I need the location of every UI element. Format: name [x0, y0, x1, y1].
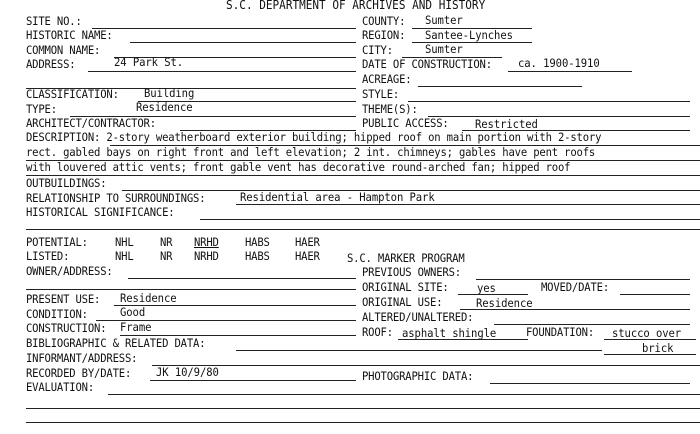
potential-option-nrhd-selected: NRHD: [194, 235, 219, 249]
moved-date-label: MOVED/DATE:: [541, 280, 610, 294]
evaluation-line-3: [26, 422, 700, 423]
description-line-3: with louvered attic vents; front gable vent has decorative round-arched fan; hipped roof: [26, 160, 571, 174]
potential-option-haer: HAER: [295, 235, 320, 249]
significance-label: HISTORICAL SIGNIFICANCE:: [26, 205, 175, 219]
recorded-by-line: [150, 380, 356, 381]
address-label: ADDRESS:: [26, 57, 76, 71]
historic-name-line: [130, 42, 356, 43]
present-use-label: PRESENT USE:: [26, 292, 101, 306]
original-use-value: Residence: [476, 296, 533, 310]
region-label: REGION:: [362, 28, 406, 42]
foundation-line-1: [604, 339, 696, 340]
original-use-label: ORIGINAL USE:: [362, 295, 443, 309]
address-line: [88, 71, 356, 72]
acreage-label: ACREAGE:: [362, 72, 412, 86]
date-construction-line: [508, 71, 632, 72]
address-value: 24 Park St.: [114, 55, 184, 69]
foundation-label: FOUNDATION:: [526, 325, 595, 339]
potential-option-nr: NR: [160, 235, 173, 249]
description-line-1: DESCRIPTION: 2-story weatherboard exterior building; hipped roof on main portion with 2-story: [26, 130, 602, 144]
owner-address-label: OWNER/ADDRESS:: [26, 264, 113, 278]
description-line-2: rect. gabled bays on right front and left elevation; 2 int. chimneys; gables have pent roofs: [26, 145, 596, 159]
owner-address-line: [128, 278, 356, 279]
county-value: Sumter: [425, 13, 463, 27]
date-construction-label: DATE OF CONSTRUCTION:: [362, 57, 492, 71]
roof-label: ROOF:: [362, 325, 393, 339]
original-site-line: [458, 294, 528, 295]
themes-line: [428, 116, 690, 117]
foundation-line-2: [604, 354, 696, 355]
foundation-value-1: stucco over: [612, 326, 682, 340]
listed-label: LISTED:: [26, 249, 70, 263]
city-label: CITY:: [362, 43, 393, 57]
architect-label: ARCHITECT/CONTRACTOR:: [26, 116, 156, 130]
evaluation-line-2: [26, 408, 700, 409]
type-label: TYPE:: [26, 102, 57, 116]
significance-line-2: [26, 229, 700, 230]
roof-line: [398, 339, 528, 340]
classification-label: CLASSIFICATION:: [26, 87, 119, 101]
construction-label: CONSTRUCTION:: [26, 321, 107, 335]
significance-line-1: [200, 219, 700, 220]
altered-label: ALTERED/UNALTERED:: [362, 310, 474, 324]
relationship-value: Residential area - Hampton Park: [240, 190, 435, 204]
present-use-value: Residence: [120, 291, 177, 305]
style-line: [408, 101, 690, 102]
construction-value: Frame: [120, 320, 152, 334]
listed-option-habs: HABS: [245, 249, 270, 263]
site-no-label: SITE NO.:: [26, 14, 82, 28]
form-header: S.C. DEPARTMENT OF ARCHIVES AND HISTORY: [226, 0, 486, 12]
original-site-value: yes: [477, 281, 496, 295]
bibliographic-line: [236, 350, 602, 351]
recorded-by-value: JK 10/9/80: [156, 365, 219, 379]
roof-value: asphalt shingle: [402, 326, 497, 340]
evaluation-line-1: [108, 394, 700, 395]
listed-option-haer: HAER: [295, 249, 320, 263]
public-access-label: PUBLIC ACCESS:: [362, 116, 449, 130]
date-construction-value: ca. 1900-1910: [518, 56, 600, 70]
bibliographic-label: BIBLIOGRAPHIC & RELATED DATA:: [26, 336, 206, 350]
informant-line: [152, 365, 700, 366]
moved-date-line: [620, 294, 690, 295]
photographic-line: [490, 383, 690, 384]
listed-option-nhl: NHL: [115, 249, 134, 263]
photographic-label: PHOTOGRAPHIC DATA:: [362, 369, 474, 383]
relationship-line: [236, 204, 700, 205]
description-rule-3: [26, 175, 700, 176]
condition-value: Good: [120, 305, 146, 319]
potential-option-habs: HABS: [245, 235, 270, 249]
present-use-line: [114, 305, 356, 306]
common-name-label: COMMON NAME:: [26, 43, 101, 57]
marker-program-heading: S.C. MARKER PROGRAM: [347, 251, 465, 265]
type-value: Residence: [136, 100, 193, 114]
original-site-label: ORIGINAL SITE:: [362, 280, 449, 294]
site-no-line: [92, 28, 356, 29]
outbuildings-label: OUTBUILDINGS:: [26, 176, 107, 190]
owner-address-line-2: [26, 289, 356, 290]
potential-label: POTENTIAL:: [26, 235, 88, 249]
recorded-by-label: RECORDED BY/DATE:: [26, 366, 132, 380]
foundation-value-2: brick: [642, 341, 674, 355]
listed-option-nrhd: NRHD: [194, 249, 219, 263]
themes-label: THEME(S):: [362, 102, 418, 116]
listed-option-nr: NR: [160, 249, 173, 263]
relationship-label: RELATIONSHIP TO SURROUNDINGS:: [26, 191, 206, 205]
evaluation-label: EVALUATION:: [26, 380, 95, 394]
classification-value: Building: [144, 86, 195, 100]
region-value: Santee-Lynches: [425, 28, 513, 42]
previous-owners-label: PREVIOUS OWNERS:: [362, 265, 461, 279]
potential-option-nhl: NHL: [115, 235, 134, 249]
city-value: Sumter: [425, 42, 463, 56]
condition-label: CONDITION:: [26, 307, 88, 321]
county-label: COUNTY:: [362, 14, 406, 28]
informant-label: INFORMANT/ADDRESS:: [26, 351, 138, 365]
style-label: STYLE:: [362, 87, 400, 101]
acreage-line: [418, 86, 582, 87]
historic-name-label: HISTORIC NAME:: [26, 28, 113, 42]
public-access-value: Restricted: [475, 117, 538, 131]
original-use-line: [460, 309, 690, 310]
